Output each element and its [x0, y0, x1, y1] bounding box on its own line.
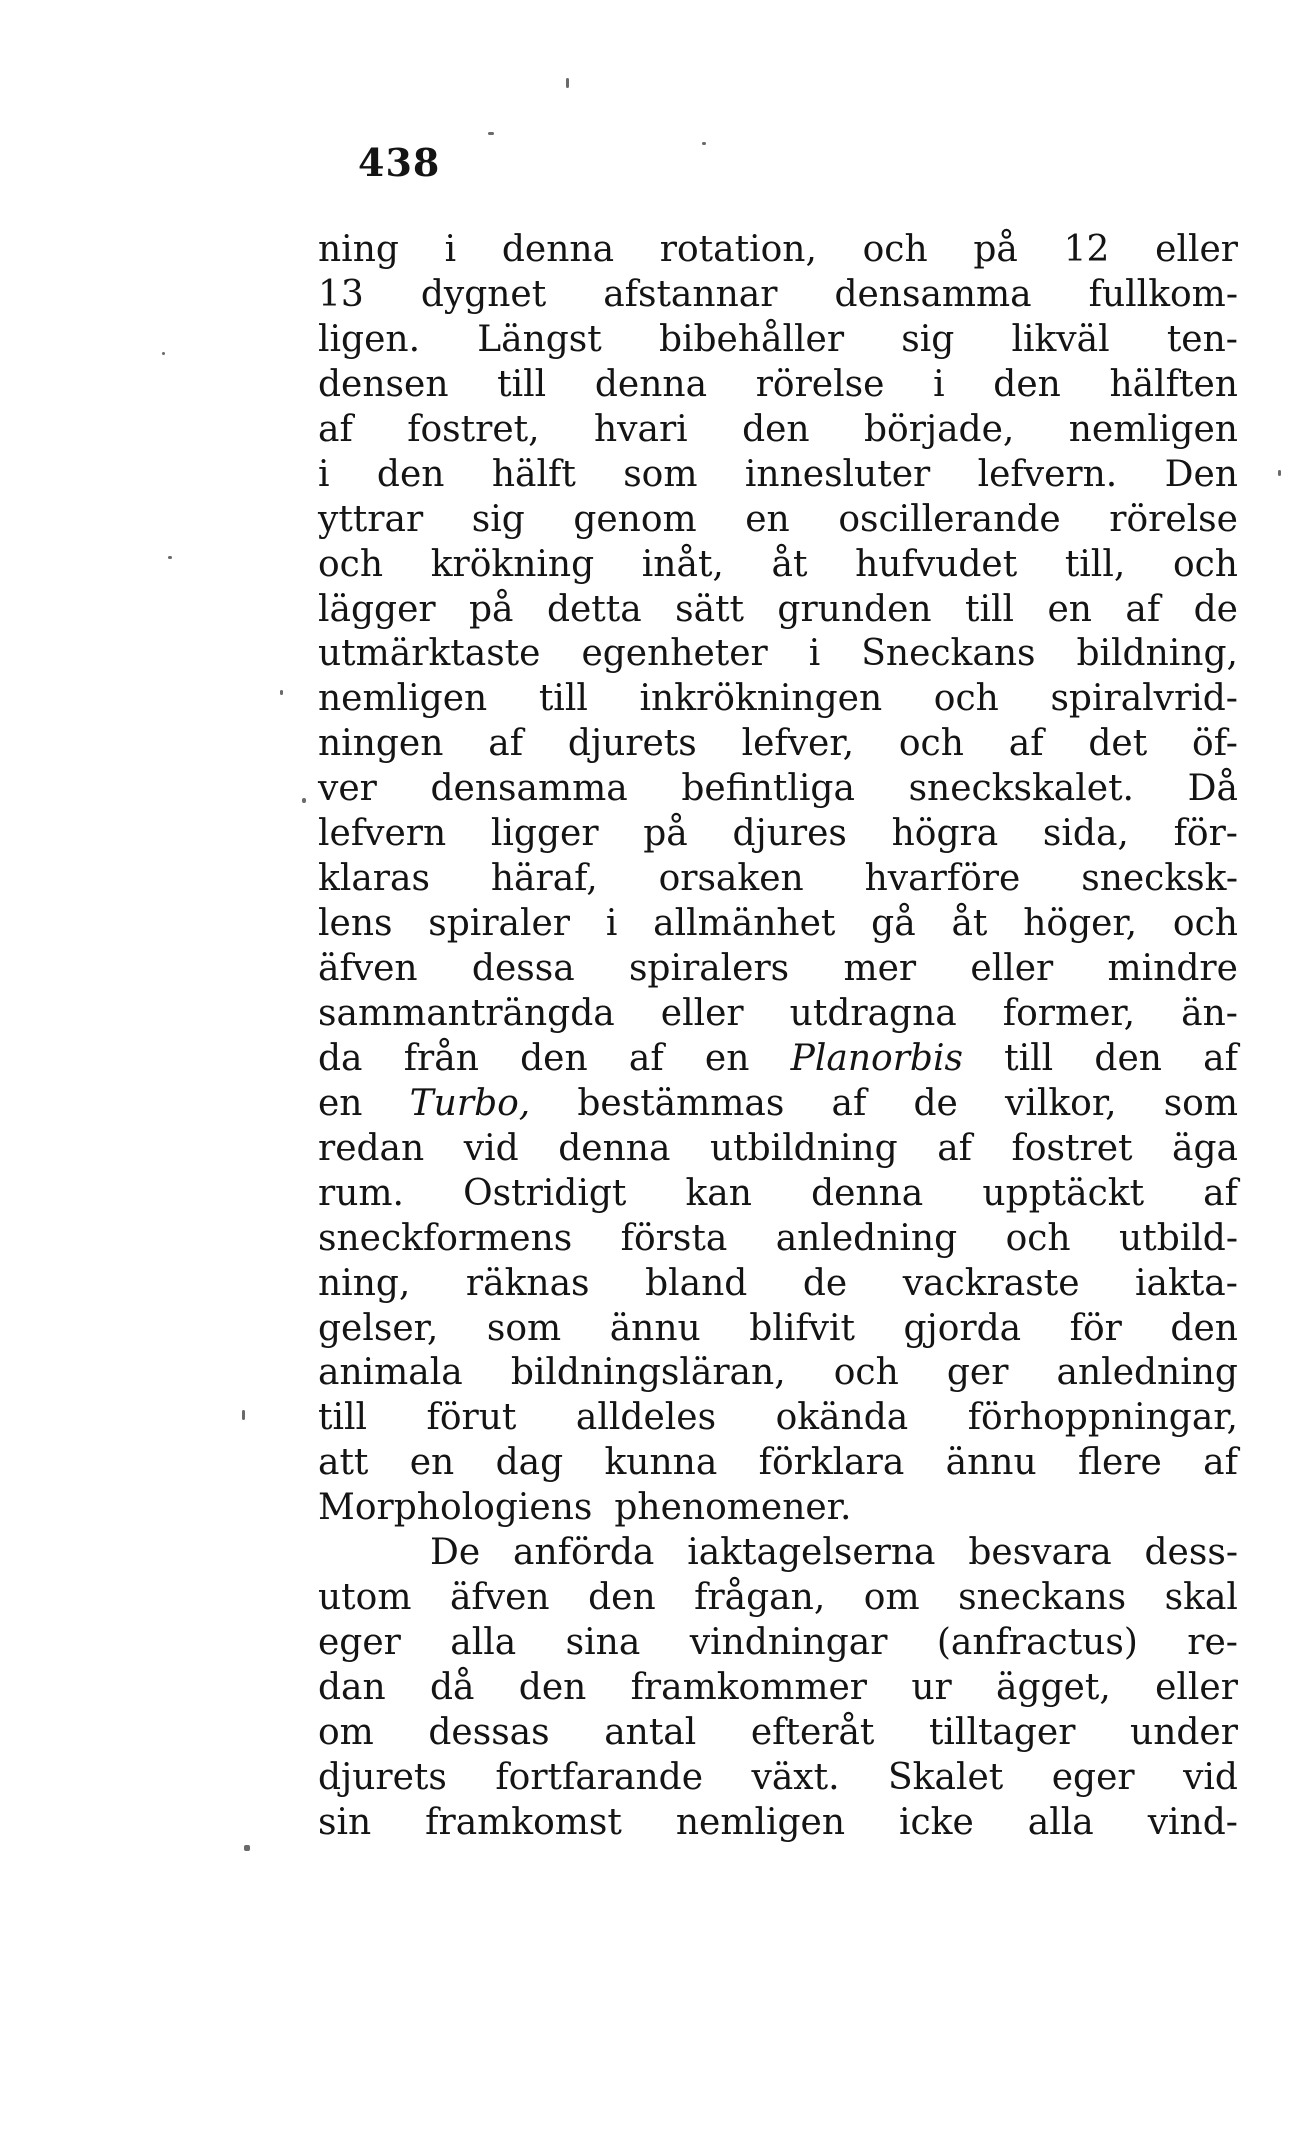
- word: de: [913, 1082, 958, 1124]
- word: ännu: [945, 1442, 1037, 1484]
- word: fostret,: [407, 408, 540, 450]
- text-line: [318, 902, 1238, 947]
- word: sätt: [675, 588, 744, 630]
- word: räknas: [465, 1262, 590, 1304]
- word: lefvern: [318, 813, 447, 855]
- word: vid: [463, 1127, 519, 1169]
- word: nemligen: [318, 678, 488, 720]
- text-line: [318, 363, 1238, 408]
- scan-speck: [566, 78, 569, 88]
- word: egenheter: [581, 633, 768, 675]
- word: mer: [843, 948, 917, 989]
- word: ten-: [1166, 318, 1238, 360]
- word: densamma: [430, 768, 628, 810]
- word: den: [518, 1667, 587, 1708]
- word: sin: [318, 1801, 372, 1843]
- word: de: [802, 1262, 848, 1304]
- word: antal: [604, 1711, 697, 1753]
- text-line: [318, 1531, 1238, 1576]
- word: gelser,: [318, 1307, 439, 1349]
- word: äfven: [318, 948, 418, 989]
- word: de: [1193, 588, 1238, 630]
- text-line: [318, 722, 1238, 767]
- word: inkrökningen: [639, 678, 883, 720]
- scan-speck: [302, 798, 306, 803]
- word: krökning: [430, 543, 595, 585]
- word: denna: [811, 1172, 924, 1214]
- text-line: [318, 1217, 1238, 1262]
- word: rum.: [318, 1172, 404, 1214]
- word: af: [1125, 588, 1161, 630]
- word: en: [745, 498, 790, 540]
- text-line: [318, 1756, 1238, 1801]
- word: re-: [1187, 1622, 1238, 1664]
- text-line: [318, 992, 1238, 1037]
- text-line: [318, 767, 1238, 812]
- word: inåt,: [641, 543, 724, 585]
- word: äga: [1172, 1127, 1238, 1169]
- word: vindningar: [689, 1622, 888, 1664]
- word: som: [1163, 1082, 1238, 1124]
- word: Ostridigt: [463, 1172, 627, 1214]
- word: alla: [1027, 1801, 1094, 1843]
- word: till: [538, 678, 588, 720]
- word: i: [444, 229, 457, 270]
- text-line: [318, 677, 1238, 722]
- word: utbild-: [1119, 1217, 1238, 1259]
- word: af: [488, 723, 524, 765]
- scan-speck: [488, 132, 494, 135]
- word: då: [429, 1667, 475, 1708]
- word: åt: [951, 903, 988, 945]
- word: detta: [546, 588, 642, 630]
- text-line: [318, 947, 1238, 992]
- scan-speck: [1278, 470, 1281, 476]
- word: mindre: [1107, 948, 1238, 989]
- word: af: [1008, 723, 1044, 765]
- text-line: [318, 812, 1238, 857]
- word: 12: [1063, 229, 1110, 270]
- word: bestämmas: [577, 1082, 785, 1124]
- word: phenomener.: [614, 1487, 852, 1529]
- word: lägger: [318, 588, 436, 630]
- word: som: [623, 453, 698, 495]
- text-line: [318, 588, 1238, 633]
- word: allmänhet: [653, 903, 836, 945]
- word: dag: [495, 1442, 564, 1484]
- word: vackraste: [902, 1262, 1080, 1304]
- word: befintliga: [681, 768, 855, 810]
- word: dygnet: [420, 273, 547, 315]
- word: lefvern.: [977, 453, 1118, 495]
- text-line: [318, 453, 1238, 498]
- word: en: [409, 1442, 455, 1484]
- word: spiralers: [628, 948, 790, 989]
- word: och: [1172, 543, 1238, 585]
- word: Då: [1187, 768, 1238, 810]
- word: den: [588, 1577, 656, 1619]
- word: och: [833, 1352, 899, 1394]
- word: vind-: [1147, 1801, 1238, 1843]
- word: denna: [558, 1127, 671, 1169]
- word: åt: [771, 543, 808, 585]
- word: rotation,: [659, 229, 817, 270]
- word: iaktagelserna: [687, 1532, 936, 1574]
- word: Längst: [477, 318, 602, 360]
- word: snecksk-: [1081, 858, 1238, 900]
- word: Turbo,: [409, 1082, 531, 1124]
- word: bildningsläran,: [510, 1352, 786, 1394]
- word: af: [1203, 1172, 1238, 1214]
- word: den: [1094, 1037, 1162, 1079]
- word: djurets: [567, 723, 697, 765]
- word: sig: [471, 498, 525, 540]
- word: hälften: [1109, 363, 1238, 405]
- word: en: [704, 1037, 750, 1079]
- word: sneckans: [958, 1577, 1127, 1619]
- text-line: [318, 1037, 1238, 1082]
- word: den: [520, 1037, 588, 1079]
- word: bildning,: [1076, 633, 1238, 675]
- word: upptäckt: [982, 1172, 1145, 1214]
- word: okända: [775, 1397, 909, 1439]
- text-line: [318, 1307, 1238, 1352]
- word: vid: [1183, 1756, 1238, 1798]
- word: till: [318, 1397, 368, 1439]
- word: eller: [1155, 1667, 1238, 1708]
- word: eger: [318, 1622, 401, 1664]
- word: på: [973, 229, 1018, 270]
- word: för-: [1173, 813, 1238, 855]
- word: bibehåller: [658, 318, 845, 360]
- word: ver: [318, 768, 377, 810]
- word: bland: [645, 1262, 748, 1304]
- word: som: [486, 1307, 562, 1349]
- text-line: [318, 498, 1238, 543]
- word: ning: [318, 229, 399, 270]
- word: eller: [1155, 229, 1238, 270]
- word: Planorbis: [790, 1037, 963, 1079]
- word: i: [808, 633, 821, 675]
- word: djures: [732, 813, 847, 855]
- text-line: [318, 543, 1238, 588]
- word: redan: [318, 1127, 425, 1169]
- text-line: [318, 1127, 1238, 1172]
- word: former,: [1002, 992, 1136, 1034]
- word: lens: [318, 903, 393, 945]
- word: anledning: [1056, 1352, 1238, 1394]
- page-number: 438: [358, 140, 441, 185]
- word: vilkor,: [1004, 1082, 1117, 1124]
- word: genom: [573, 498, 697, 540]
- word: en: [1047, 588, 1092, 630]
- word: ligen.: [318, 318, 421, 360]
- word: om: [318, 1711, 374, 1753]
- word: af: [937, 1127, 972, 1169]
- word: ningen: [318, 723, 444, 765]
- word: likväl: [1011, 318, 1110, 360]
- word: eller: [970, 948, 1054, 989]
- word: (anfractus): [936, 1622, 1138, 1664]
- text-line: [318, 632, 1238, 677]
- word: att: [318, 1442, 369, 1484]
- word: denna: [501, 229, 615, 270]
- word: ännu: [609, 1307, 701, 1349]
- word: af: [628, 1037, 664, 1079]
- word: sammanträngda: [318, 992, 615, 1034]
- word: klaras: [318, 858, 430, 900]
- word: förklara: [758, 1442, 905, 1484]
- word: äfven: [449, 1577, 550, 1619]
- text-line: [318, 1486, 1238, 1531]
- word: flere: [1077, 1442, 1162, 1484]
- word: blifvit: [749, 1307, 855, 1349]
- word: hälft: [491, 453, 576, 495]
- word: Morphologiens: [318, 1487, 593, 1529]
- word: Den: [1164, 453, 1238, 495]
- text-line: [318, 857, 1238, 902]
- word: gå: [871, 903, 916, 945]
- word: förut: [426, 1397, 517, 1439]
- word: och: [1172, 903, 1238, 945]
- word: Sneckans: [861, 633, 1036, 675]
- word: hvarföre: [864, 858, 1021, 900]
- text-line: [318, 1666, 1238, 1711]
- word: af: [1203, 1442, 1238, 1484]
- word: sneckformens: [318, 1217, 573, 1259]
- text-line: [318, 1082, 1238, 1127]
- word: högra: [891, 813, 999, 855]
- word: sneckskalet.: [908, 768, 1134, 810]
- word: rörelse: [755, 363, 885, 405]
- word: innesluter: [744, 453, 931, 495]
- word: ägget,: [996, 1667, 1111, 1708]
- text-line: [318, 1441, 1238, 1486]
- word: utbildning: [709, 1127, 898, 1169]
- word: sig: [901, 318, 955, 360]
- word: utdragna: [789, 992, 957, 1034]
- word: alla: [450, 1622, 517, 1664]
- word: lefver,: [741, 723, 855, 765]
- word: af: [318, 408, 353, 450]
- word: en: [318, 1082, 363, 1124]
- word: i: [933, 363, 945, 405]
- word: den: [993, 363, 1061, 405]
- word: kan: [685, 1172, 752, 1214]
- word: ning,: [318, 1262, 411, 1304]
- word: densen: [318, 363, 449, 405]
- word: till: [1004, 1037, 1054, 1079]
- word: djurets: [318, 1756, 447, 1798]
- word: eller: [660, 992, 744, 1034]
- word: i: [318, 453, 330, 495]
- word: framkommer: [630, 1667, 868, 1708]
- text-line: [318, 1621, 1238, 1666]
- word: häraf,: [490, 858, 598, 900]
- scan-speck: [242, 1410, 245, 1420]
- word: besvara: [968, 1532, 1112, 1574]
- word: sida,: [1042, 813, 1129, 855]
- word: kunna: [604, 1442, 718, 1484]
- text-line: [318, 1711, 1238, 1756]
- word: utom: [318, 1577, 412, 1619]
- scan-speck: [280, 690, 283, 695]
- word: frågan,: [694, 1577, 826, 1619]
- word: hvari: [593, 408, 688, 450]
- word: från: [403, 1037, 479, 1079]
- word: ger: [946, 1352, 1009, 1394]
- scan-speck: [244, 1845, 250, 1851]
- text-line: [318, 408, 1238, 453]
- word: började,: [864, 408, 1015, 450]
- word: dessa: [471, 948, 575, 989]
- scan-speck: [162, 352, 165, 355]
- word: animala: [318, 1352, 463, 1394]
- word: framkomst: [425, 1801, 622, 1843]
- word: om: [863, 1577, 920, 1619]
- word: spiralvrid-: [1050, 678, 1238, 720]
- word: det: [1088, 723, 1148, 765]
- word: De: [430, 1532, 481, 1574]
- word: icke: [899, 1801, 974, 1843]
- word: oscillerande: [838, 498, 1061, 540]
- word: den: [376, 453, 445, 495]
- word: efteråt: [750, 1711, 875, 1753]
- word: på: [643, 813, 688, 855]
- word: den: [742, 408, 810, 450]
- word: höger,: [1023, 903, 1138, 945]
- text-line: [318, 1351, 1238, 1396]
- word: iakta-: [1135, 1262, 1238, 1304]
- text-line: [318, 1172, 1238, 1217]
- word: gjorda: [903, 1307, 1022, 1349]
- word: förhoppningar,: [967, 1397, 1238, 1439]
- word: alldeles: [575, 1397, 717, 1439]
- word: dess-: [1144, 1532, 1238, 1574]
- word: afstannar: [603, 273, 778, 315]
- text-line: [318, 1396, 1238, 1441]
- word: till: [497, 363, 547, 405]
- word: rörelse: [1109, 498, 1238, 540]
- word: fortfarande: [495, 1756, 704, 1798]
- word: spiraler: [428, 903, 571, 945]
- word: ur: [911, 1667, 952, 1708]
- word: 13: [318, 273, 364, 315]
- body-text: [318, 228, 1238, 1846]
- word: öf-: [1192, 723, 1238, 765]
- word: på: [469, 588, 514, 630]
- scan-speck: [702, 142, 706, 145]
- word: utmärktaste: [318, 633, 541, 675]
- word: till,: [1064, 543, 1126, 585]
- word: anförda: [513, 1532, 655, 1574]
- word: denna: [594, 363, 708, 405]
- word: orsaken: [658, 858, 804, 900]
- word: dan: [318, 1667, 386, 1708]
- word: än-: [1181, 992, 1238, 1034]
- word: och: [1005, 1217, 1071, 1259]
- word: fullkom-: [1088, 273, 1238, 315]
- word: ligger: [490, 813, 599, 855]
- word: af: [831, 1082, 867, 1124]
- word: hufvudet: [855, 543, 1018, 585]
- scan-speck: [168, 556, 172, 559]
- text-line: [318, 228, 1238, 273]
- word: och: [318, 543, 384, 585]
- word: yttrar: [318, 498, 424, 540]
- text-line: [318, 1801, 1238, 1846]
- word: i: [605, 903, 618, 945]
- word: till: [965, 588, 1015, 630]
- word: da: [318, 1037, 363, 1079]
- text-line: [318, 1262, 1238, 1307]
- word: nemligen: [675, 1801, 846, 1843]
- text-line: [318, 1576, 1238, 1621]
- word: anledning: [775, 1217, 958, 1259]
- word: skal: [1164, 1577, 1238, 1619]
- text-line: [318, 273, 1238, 318]
- word: växt.: [751, 1756, 840, 1798]
- word: Skalet: [888, 1756, 1004, 1798]
- word: sina: [565, 1622, 641, 1664]
- word: tilltager: [928, 1711, 1076, 1753]
- word: och: [933, 678, 999, 720]
- text-line: [318, 318, 1238, 363]
- word: första: [620, 1217, 728, 1259]
- word: för: [1069, 1307, 1122, 1349]
- word: grunden: [777, 588, 932, 630]
- word: af: [1203, 1037, 1238, 1079]
- word: dessas: [428, 1711, 550, 1753]
- word: nemligen: [1068, 408, 1238, 450]
- word: den: [1170, 1307, 1238, 1349]
- word: eger: [1051, 1756, 1135, 1798]
- word: under: [1130, 1711, 1238, 1753]
- word: fostret: [1011, 1127, 1133, 1169]
- word: och: [862, 229, 928, 270]
- word: och: [898, 723, 964, 765]
- word: densamma: [834, 273, 1032, 315]
